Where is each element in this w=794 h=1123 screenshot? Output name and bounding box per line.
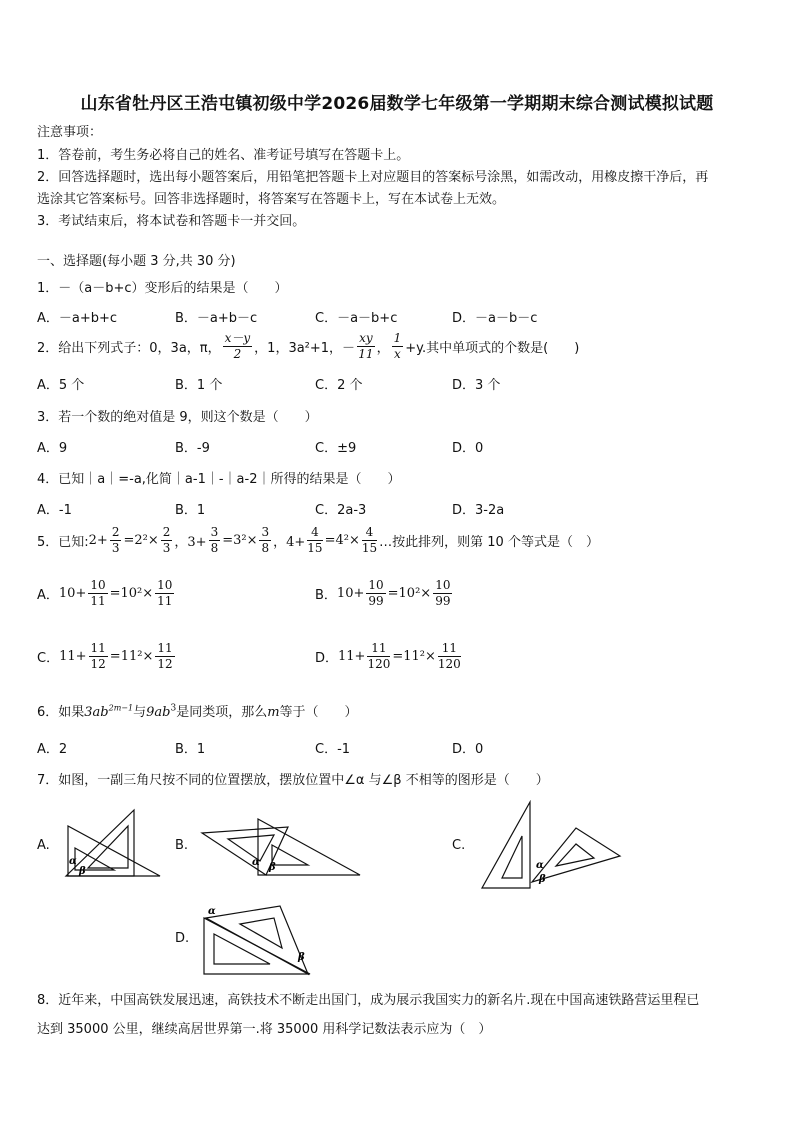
q2-option-c[interactable]: C．2 个	[315, 378, 363, 393]
q3-option-b[interactable]: B．-9	[175, 441, 210, 456]
q2-option-b[interactable]: B．1 个	[175, 378, 223, 393]
q5-d-frac2	[438, 641, 461, 672]
q5-b-frac1	[366, 578, 385, 609]
q5-eq1-frac2	[161, 525, 173, 556]
q5-a-frac2	[155, 578, 174, 609]
q7-a-beta: β	[79, 866, 86, 877]
q3-option-c[interactable]: C．±9	[315, 441, 357, 456]
q5-option-c[interactable]	[37, 641, 177, 672]
question-6-stem	[37, 701, 358, 720]
q5-c-frac1-den: 12	[90, 657, 106, 671]
q5-a-frac1-den: 11	[90, 594, 106, 608]
question-8-line-2: 达到 35000 公里，继续高居世界第一.将 35000 用科学记数法表示应为（ ）	[37, 1022, 492, 1037]
q6-option-a[interactable]: A．2	[37, 742, 68, 757]
section-heading: 一、选择题(每小题 3 分,共 30 分)	[37, 254, 236, 269]
q5-b-frac1-den: 99	[368, 594, 384, 608]
q6-term-2-exp: 3	[170, 703, 177, 714]
q7-figure-a[interactable]	[58, 808, 164, 880]
q2-f2-den: 11	[358, 347, 374, 361]
q2-stem-mid2: ，	[376, 341, 390, 356]
q5-eq3-frac1	[307, 525, 322, 556]
q5-eq2-frac1-den: 8	[210, 541, 219, 555]
q4-option-c[interactable]: C．2a-3	[315, 503, 367, 518]
q5-eq3-frac2-den: 15	[361, 541, 378, 555]
q5-d-frac2-num: 11	[438, 641, 461, 657]
q5-eq3-frac2-num: 4	[362, 525, 377, 541]
q2-option-d[interactable]: D．3 个	[452, 378, 501, 393]
q5-c-frac1	[89, 641, 108, 672]
q5-c-frac2	[155, 641, 174, 672]
q4-option-a[interactable]: A．-1	[37, 503, 72, 518]
q1-option-c[interactable]: C．－a－b+c	[315, 311, 398, 326]
q5-c-label: C．	[37, 651, 60, 666]
q5-eq3-frac1-num: 4	[307, 525, 322, 541]
q5-d-frac1-num: 11	[367, 641, 390, 657]
q7-a-alpha: α	[69, 856, 77, 867]
q7-figure-c[interactable]	[478, 800, 626, 892]
question-2-stem	[37, 331, 579, 362]
q2-stem-end: +y.其中单项式的个数是( )	[405, 341, 580, 356]
q2-f1-den: 2	[233, 347, 242, 361]
q7-c-alpha: α	[536, 860, 544, 871]
q5-d-part2: =11²×	[392, 649, 436, 664]
q5-option-a[interactable]	[37, 578, 176, 609]
q3-option-d[interactable]: D．0	[452, 441, 484, 456]
q7-b-beta: β	[269, 862, 276, 873]
q5-c-frac2-den: 12	[157, 657, 173, 671]
q5-eq1-a: 2+	[88, 533, 108, 548]
q4-option-d[interactable]: D．3-2a	[452, 503, 505, 518]
question-4-stem: 4．已知｜a｜=-a,化简｜a-1｜-｜a-2｜所得的结果是（ ）	[37, 472, 401, 487]
q7-d-alpha: α	[208, 906, 216, 917]
q4-option-b[interactable]: B．1	[175, 503, 206, 518]
q5-eq1-frac1	[110, 525, 122, 556]
q7-option-a-label[interactable]: A.	[37, 838, 50, 853]
q5-b-frac2-num: 10	[435, 578, 451, 592]
q5-d-frac1-den: 120	[367, 657, 391, 671]
q5-option-d[interactable]	[315, 641, 463, 672]
q5-eq2-frac2	[259, 525, 271, 556]
q5-eq2-frac2-den: 8	[261, 541, 270, 555]
q6-term-1: 3ab	[84, 705, 109, 720]
q3-option-a[interactable]: A．9	[37, 441, 68, 456]
q5-lead: 5．已知:	[37, 535, 89, 550]
q2-stem-start: 2．给出下列式子：0，3a，π，	[37, 341, 221, 356]
q5-eq1-frac2-num: 2	[162, 525, 171, 539]
q7-figure-b[interactable]	[198, 815, 366, 879]
q6-option-c[interactable]: C．-1	[315, 742, 351, 757]
q6-option-b[interactable]: B．1	[175, 742, 206, 757]
q6-stem-b: 是同类项，那么	[176, 705, 268, 720]
q5-a-part2: =10²×	[109, 586, 154, 601]
q5-a-frac1	[88, 578, 107, 609]
q5-eq3-frac1-den: 15	[307, 541, 323, 555]
q5-eq2-frac1	[209, 525, 221, 556]
notice-item-2: 2．回答选择题时，选出每小题答案后，用铅笔把答题卡上对应题目的答案标号涂黑，如需改动，用橡皮擦干净后，再	[37, 170, 709, 185]
question-3-stem: 3．若一个数的绝对值是 9，则这个数是（ ）	[37, 410, 318, 425]
q1-option-b[interactable]: B．－a+b－c	[175, 311, 258, 326]
q5-b-part2: =10²×	[387, 586, 432, 601]
q5-c-part1: 11+	[59, 649, 87, 664]
q7-b-alpha: α	[252, 857, 260, 868]
q5-tail: …按此排列，则第 10 个等式是（ ）	[379, 535, 599, 550]
page-title: 山东省牡丹区王浩屯镇初级中学2026届数学七年级第一学期期末综合测试模拟试题	[80, 94, 714, 114]
q7-option-d-label[interactable]: D.	[175, 931, 190, 946]
q2-f3-den: x	[394, 347, 401, 361]
q7-d-beta: β	[298, 952, 305, 963]
q5-a-frac2-den: 11	[157, 594, 173, 608]
q5-d-label: D．	[315, 651, 339, 666]
question-5-stem	[37, 525, 599, 556]
q5-eq1-frac1-den: 3	[111, 541, 120, 555]
q2-stem-mid1: ，1，3a²+1，－	[254, 341, 356, 356]
q6-term-1-exp: 2m−1	[108, 703, 134, 713]
q6-option-d[interactable]: D．0	[452, 742, 484, 757]
q1-option-d[interactable]: D．－a－b－c	[452, 311, 538, 326]
q5-b-frac2-den: 99	[435, 594, 451, 608]
q5-eq2-frac1-num: 3	[210, 525, 219, 539]
q5-c-frac1-num: 11	[90, 641, 106, 655]
q5-a-frac2-num: 10	[157, 578, 173, 592]
q5-c-frac2-num: 11	[157, 641, 173, 655]
q5-c-part2: =11²×	[109, 649, 154, 664]
q6-term-2: 9ab	[146, 705, 171, 720]
q5-b-frac1-num: 10	[368, 578, 384, 592]
notice-item-3: 3．考试结束后，将本试卷和答题卡一并交回。	[37, 214, 306, 229]
q5-b-frac2	[433, 578, 452, 609]
q7-figure-d[interactable]	[200, 902, 318, 982]
q2-f1-num: x－y	[224, 331, 251, 345]
question-7-stem: 7．如图，一副三角尺按不同的位置摆放，摆放位置中∠α 与∠β 不相等的图形是（ ）	[37, 773, 549, 788]
q7-option-c-label[interactable]: C.	[452, 838, 466, 853]
q7-c-beta: β	[539, 874, 546, 885]
q5-a-label: A．	[37, 588, 59, 603]
q6-variable: m	[267, 705, 280, 720]
notice-item-1: 1．答卷前，考生务必将自己的姓名、准考证号填写在答题卡上。	[37, 148, 410, 163]
q2-fraction-2	[357, 331, 375, 362]
q6-stem-end: 等于（ ）	[279, 705, 358, 720]
q7-option-b-label[interactable]: B.	[175, 838, 189, 853]
q2-f2-num: xy	[359, 331, 373, 345]
question-8-line-1: 8．近年来，中国高铁发展迅速，高铁技术不断走出国门，成为展示我国实力的新名片.现在中国高速铁路营运里程已	[37, 993, 700, 1008]
q5-eq2-a: ，3+	[174, 535, 207, 550]
q5-eq3-b: =4²×	[324, 533, 360, 548]
q5-eq3-frac2	[362, 525, 377, 556]
q1-option-a[interactable]: A．－a+b+c	[37, 311, 118, 326]
q6-stem-start: 6．如果	[37, 705, 85, 720]
q5-eq2-frac2-num: 3	[261, 525, 270, 539]
q2-fraction-3	[392, 331, 404, 362]
q5-a-part1: 10+	[58, 586, 87, 601]
q5-option-b[interactable]	[315, 578, 454, 609]
q2-f3-num: 1	[393, 331, 402, 345]
q5-eq1-frac1-num: 2	[111, 525, 120, 539]
notice-heading: 注意事项：	[37, 125, 103, 140]
q5-eq1-b: =2²×	[123, 533, 159, 548]
q5-d-part1: 11+	[338, 649, 366, 664]
q5-d-frac2-den: 120	[437, 657, 461, 671]
notice-item-2-cont: 选涂其它答案标号。回答非选择题时，将答案写在答题卡上，写在本试卷上无效。	[37, 192, 506, 207]
q5-a-frac1-num: 10	[90, 578, 106, 592]
q5-b-label: B．	[315, 588, 337, 603]
q2-fraction-1	[223, 331, 253, 362]
q5-b-part1: 10+	[336, 586, 365, 601]
q2-option-a[interactable]: A．5 个	[37, 378, 85, 393]
q5-eq2-b: =3²×	[222, 533, 258, 548]
q5-d-frac1	[367, 641, 390, 672]
q6-stem-mid: 与	[133, 705, 147, 720]
question-1-stem: 1．－（a－b+c）变形后的结果是（ ）	[37, 281, 288, 296]
q5-eq3-a: ，4+	[273, 535, 306, 550]
q5-eq1-frac2-den: 3	[162, 541, 171, 555]
